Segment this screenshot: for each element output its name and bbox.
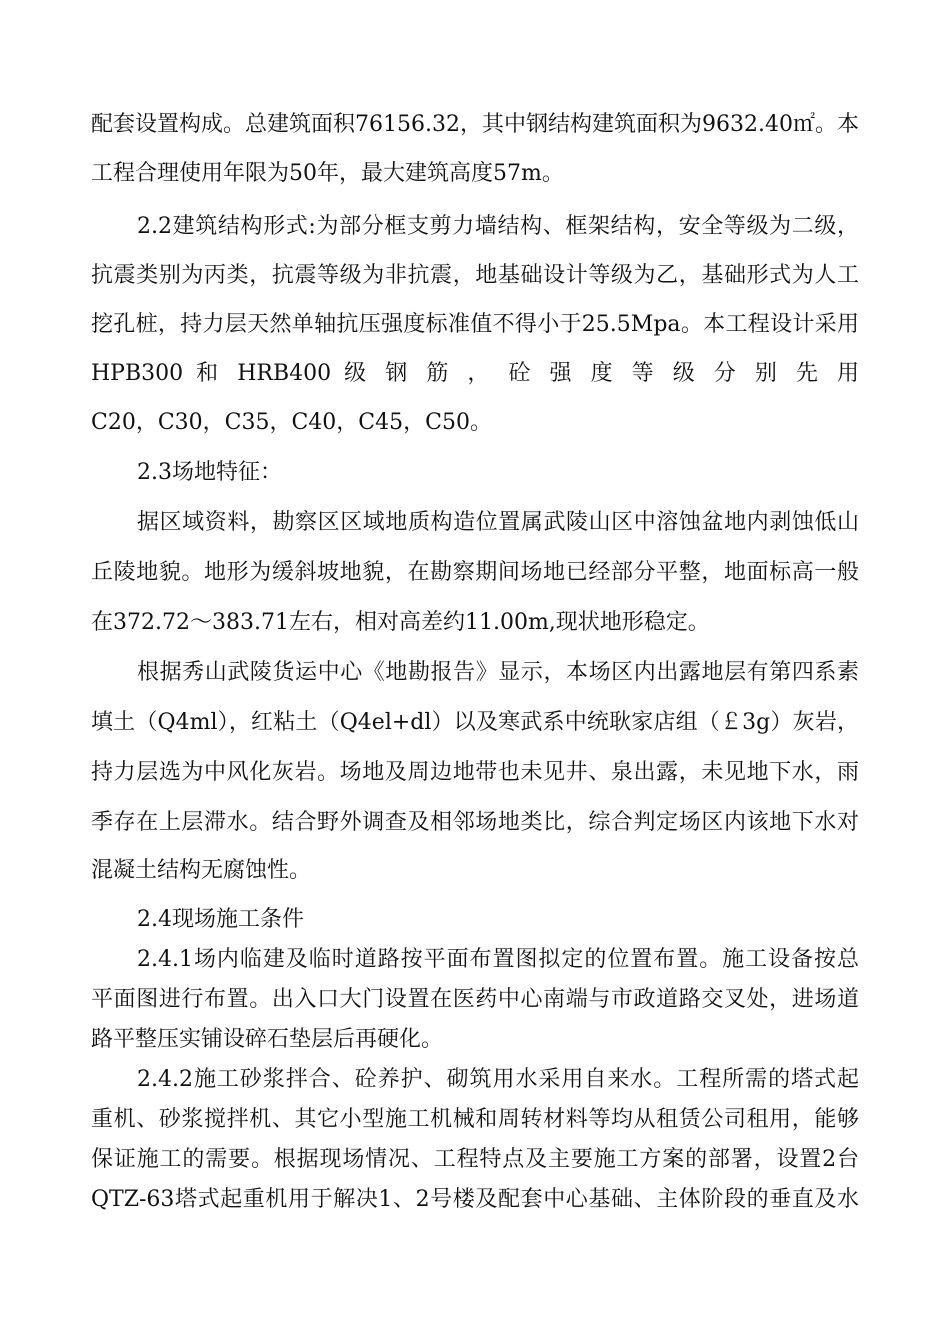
text-line: 平面图进行布置。出入口大门设置在医药中心南端与市政道路交叉处，进场道 — [91, 987, 859, 1012]
text-line: 保证施工的需要。根据现场情况、工程特点及主要施工方案的部署，设置2台 — [91, 1147, 859, 1172]
text-line: 抗震类别为丙类，抗震等级为非抗震，地基础设计等级为乙，基础形式为人工 — [91, 263, 859, 288]
text-line: C20，C30，C35，C40，C45，C50。 — [91, 410, 492, 435]
text-line: 季存在上层滞水。结合野外调查及相邻场地类比，综合判定场区内该地下水对 — [91, 810, 859, 835]
text-line: 根据秀山武陵货运中心《地勘报告》显示，本场区内出露地层有第四系素 — [137, 660, 859, 685]
text-line: 填土（Q4ml），红粘土（Q4el+dl）以及寒武系中统耿家店组（￡3g）灰岩， — [91, 710, 859, 735]
text-line: 2.2建筑结构形式:为部分框支剪力墙结构、框架结构，安全等级为二级， — [137, 214, 859, 239]
text-line: 配套设置构成。总建筑面积76156.32，其中钢结构建筑面积为9632.40㎡。本 — [91, 112, 859, 137]
text-line: 在372.72～383.71左右，相对高差约11.00m,现状地形稳定。 — [91, 610, 710, 635]
text-line: 2.4.1场内临建及临时道路按平面布置图拟定的位置布置。施工设备按总 — [137, 947, 859, 972]
text-line: 持力层选为中风化灰岩。场地及周边地带也未见井、泉出露，未见地下水，雨 — [91, 760, 859, 785]
text-line: 工程合理使用年限为50年，最大建筑高度57m。 — [91, 161, 564, 186]
text-line: 据区域资料，勘察区区域地质构造位置属武陵山区中溶蚀盆地内剥蚀低山 — [137, 510, 859, 535]
text-line: QTZ-63塔式起重机用于解决1、2号楼及配套中心基础、主体阶段的垂直及水 — [91, 1187, 859, 1212]
text-line: 混凝土结构无腐蚀性。 — [91, 858, 312, 883]
text-line: 丘陵地貌。地形为缓斜坡地貌，在勘察期间场地已经部分平整，地面标高一般 — [91, 560, 859, 585]
section-heading: 2.4现场施工条件 — [137, 907, 304, 932]
text-line: HPB300 和 HRB400 级 钢 筋 ， 砼 强 度 等 级 分 别 先 用 — [91, 361, 859, 386]
section-heading: 2.3场地特征： — [137, 460, 282, 485]
text-line: 挖孔桩，持力层天然单轴抗压强度标准值不得小于25.5Mpa。本工程设计采用 — [91, 312, 859, 337]
text-line: 2.4.2施工砂浆拌合、砼养护、砌筑用水采用自来水。工程所需的塔式起 — [137, 1067, 859, 1092]
text-line: 路平整压实铺设碎石垫层后再硬化。 — [91, 1027, 444, 1052]
text-line: 重机、砂浆搅拌机、其它小型施工机械和周转材料等均从租赁公司租用，能够 — [91, 1107, 859, 1132]
